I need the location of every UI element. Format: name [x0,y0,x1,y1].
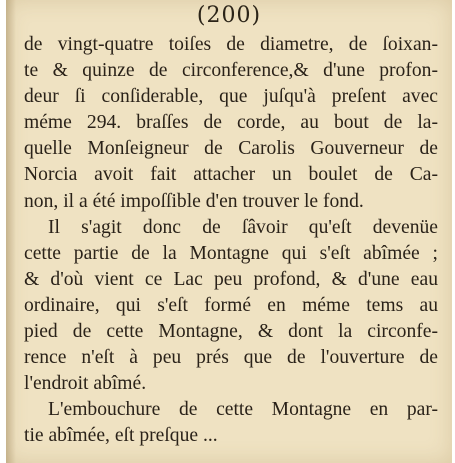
page-body [24,32,438,447]
text-line: rence n'eſt à peu prés que de l'ouverture de [24,347,438,369]
text-line: quelle Monſeigneur de Carolis Gouverneur de [24,138,438,160]
book-page [6,0,452,463]
text-line: non, il a été impoſſible d'en trouver le fond. [24,190,364,212]
text-line: de vingt-quatre toiſes de diametre, de ſoixan- [24,34,438,55]
text-line: méme 294. braſſes de corde, au bout de la- [24,112,438,134]
paragraph-start-line: L'embouchure de cette Montagne en par- [48,399,438,421]
page-number: (200) [196,3,262,28]
text-line-cut-off: tie abîmée, eſt preſque ... [24,425,218,447]
text-line: ordinaire, qui s'eſt formé en méme tems au [24,294,438,316]
text-line: cette partie de la Montagne qui s'eſt abîmée ; [24,242,438,264]
text-line: deur ſi conſiderable, que juſqu'à preſent avec [24,86,438,108]
text-line: pied de cette Montagne, & dont la circonfe- [24,321,438,343]
page-gutter-shadow [6,0,16,463]
text-line: l'endroit abîmé. [24,373,147,395]
text-line: & d'où vient ce Lac peu profond, & d'une eau [24,268,438,290]
text-line: Norcia avoit fait attacher un boulet de Ca- [24,164,438,186]
paragraph-start-line: Il s'agit donc de ſâvoir qu'eſt devenüe [48,216,438,238]
text-line: te & quinze de circonference,& d'une profon- [24,60,438,82]
